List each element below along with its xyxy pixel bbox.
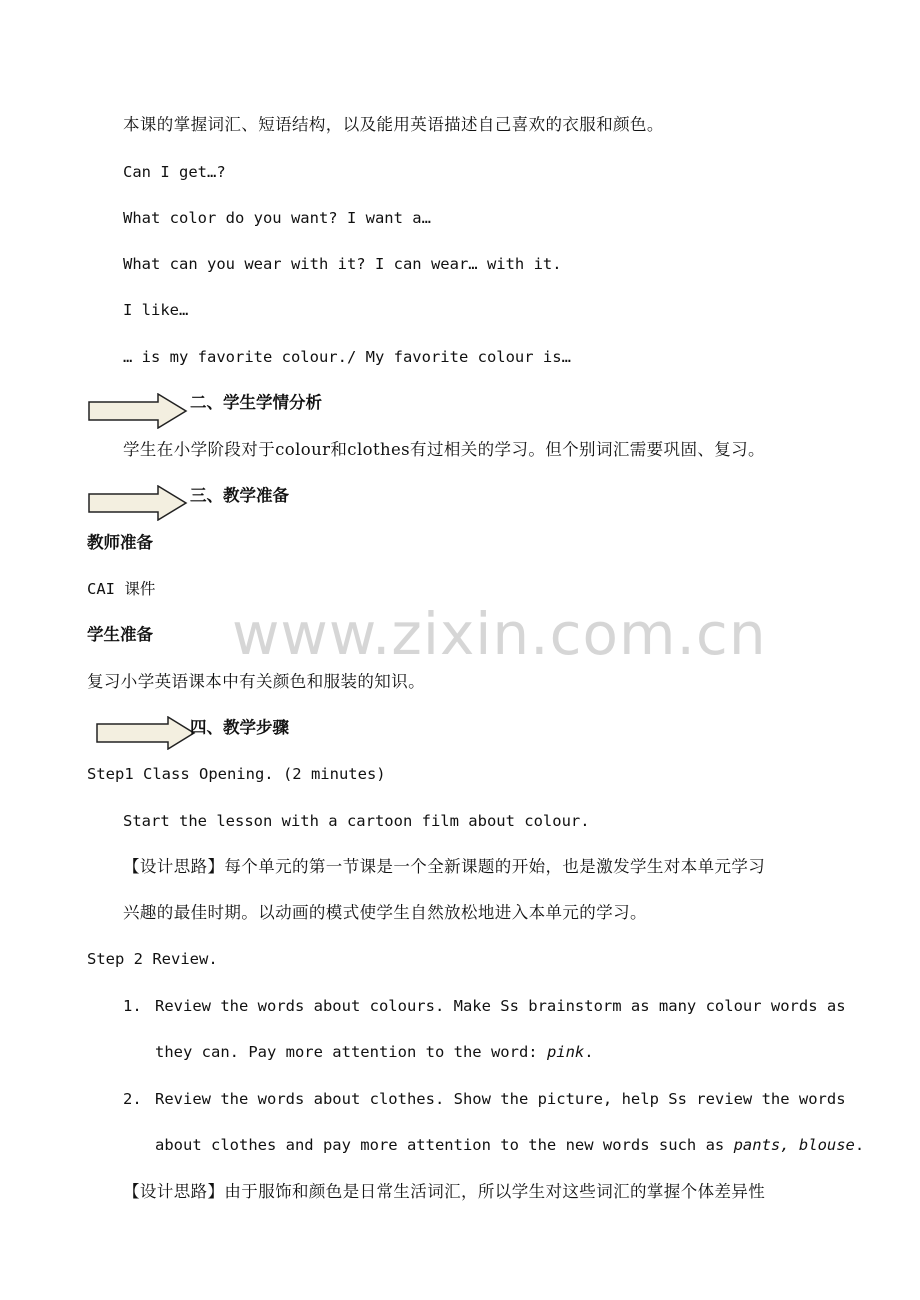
emphasis-word: pink bbox=[546, 1043, 585, 1061]
punctuation: . bbox=[584, 1043, 594, 1061]
student-prep-item: 复习小学英语课本中有关颜色和服装的知识。 bbox=[87, 672, 425, 691]
list-item-continuation bbox=[155, 1041, 594, 1063]
section-heading: 二、学生学情分析 bbox=[190, 393, 322, 412]
step-text: Start the lesson with a cartoon film about colour. bbox=[123, 812, 590, 830]
student-prep-title: 学生准备 bbox=[87, 625, 153, 644]
list-number: 2. bbox=[123, 1090, 142, 1108]
section-heading: 四、教学步骤 bbox=[190, 718, 289, 737]
phrase-line: What can you wear with it? I can wear… with it. bbox=[123, 255, 562, 273]
list-item-continuation bbox=[155, 1134, 864, 1156]
teacher-prep-item: CAI 课件 bbox=[87, 580, 156, 598]
teacher-prep-title: 教师准备 bbox=[87, 533, 153, 552]
design-note: 【设计思路】由于服饰和颜色是日常生活词汇，所以学生对这些词汇的掌握个体差异性 bbox=[123, 1182, 766, 1201]
section-heading: 三、教学准备 bbox=[190, 486, 289, 505]
list-item-text: about clothes and pay more attention to the new words such as bbox=[155, 1136, 734, 1154]
arrow-right-icon bbox=[88, 393, 188, 429]
step-title: Step1 Class Opening. (2 minutes) bbox=[87, 765, 386, 783]
phrase-line: Can I get…? bbox=[123, 163, 226, 181]
arrow-right-icon bbox=[96, 716, 196, 750]
list-item: Review the words about colours. Make Ss brainstorm as many colour words as bbox=[155, 997, 846, 1015]
watermark: www.zixin.com.cn bbox=[232, 600, 767, 668]
intro-line: 本课的掌握词汇、短语结构，以及能用英语描述自己喜欢的衣服和颜色。 bbox=[123, 115, 664, 134]
phrase-line: … is my favorite colour./ My favorite colour is… bbox=[123, 348, 571, 366]
phrase-line: I like… bbox=[123, 301, 189, 319]
emphasis-word: pants, blouse bbox=[733, 1136, 855, 1154]
step-title: Step 2 Review. bbox=[87, 950, 218, 968]
design-note: 兴趣的最佳时期。以动画的模式使学生自然放松地进入本单元的学习。 bbox=[123, 903, 647, 922]
design-note: 【设计思路】每个单元的第一节课是一个全新课题的开始，也是激发学生对本单元学习 bbox=[123, 857, 766, 876]
phrase-line: What color do you want? I want a… bbox=[123, 209, 431, 227]
section-body: 学生在小学阶段对于colour和clothes有过相关的学习。但个别词汇需要巩固、复习。 bbox=[123, 440, 765, 459]
punctuation: . bbox=[854, 1136, 865, 1154]
list-item-text: they can. Pay more attention to the word: bbox=[155, 1043, 547, 1061]
arrow-right-icon bbox=[88, 485, 188, 521]
list-number: 1. bbox=[123, 997, 142, 1015]
list-item: Review the words about clothes. Show the picture, help Ss review the words bbox=[155, 1090, 846, 1108]
